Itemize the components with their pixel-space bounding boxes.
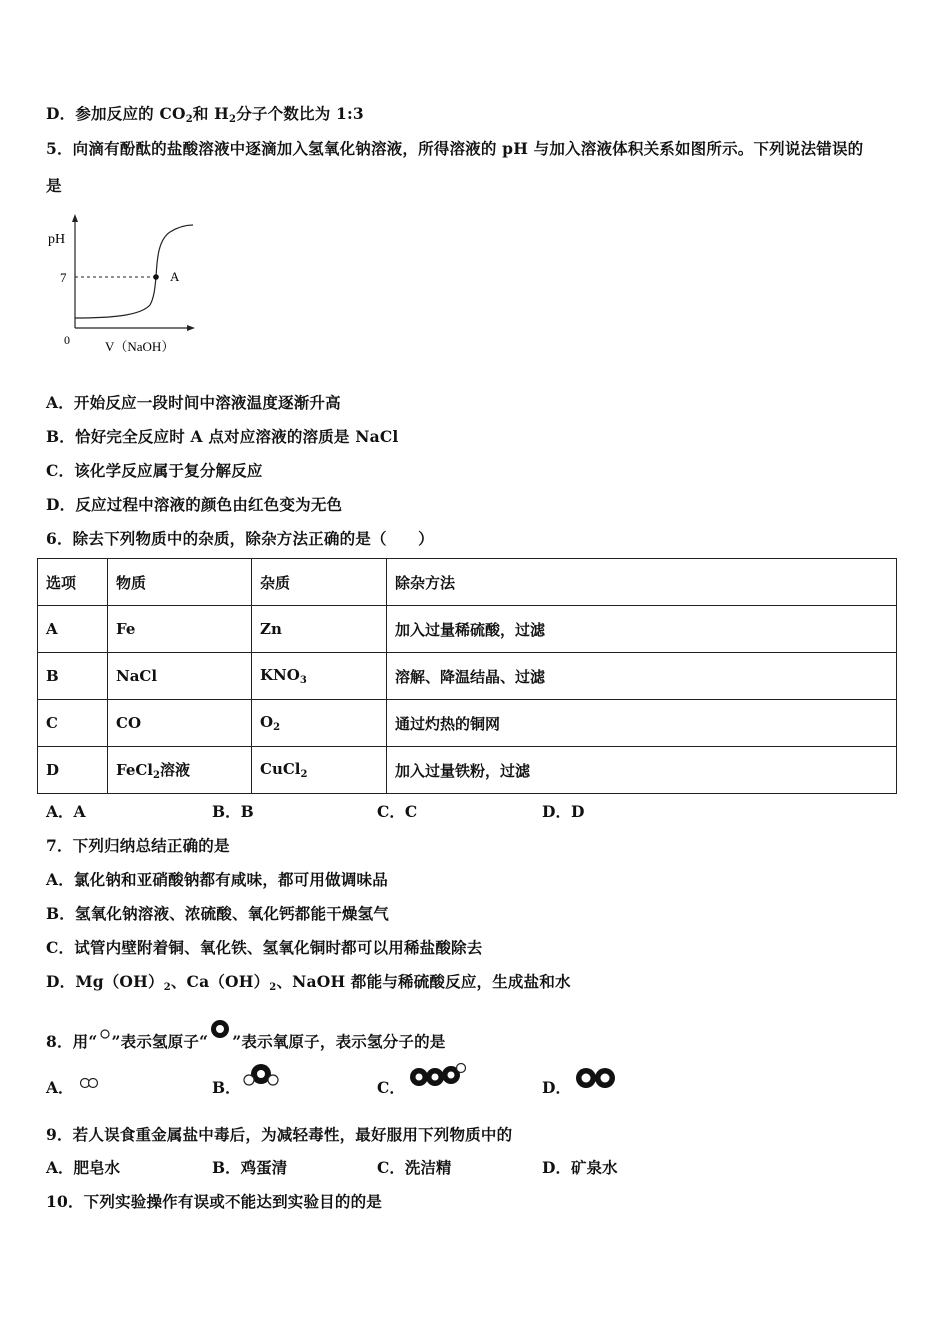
row-b-substance: NaCl — [108, 653, 252, 700]
x-axis-arrow — [187, 325, 195, 331]
q8-stem — [46, 1017, 445, 1052]
q8-text-1: 8．用“ — [46, 1032, 98, 1051]
row-c-impurity-text: O — [260, 713, 274, 731]
y-axis-label: pH — [48, 232, 66, 247]
q8-option-d-label: D． — [542, 1078, 571, 1097]
q4-d-sub-1: 2 — [185, 114, 193, 125]
hydrogen-atom-icon — [98, 1027, 112, 1041]
q9-option-b: B．鸡蛋清 — [212, 1158, 288, 1177]
y-tick-7: 7 — [60, 270, 67, 285]
row-c-method: 通过灼热的铜网 — [387, 700, 897, 747]
q7-option-c: C．试管内壁附着铜、氧化铁、氢氧化铜时都可以用稀盐酸除去 — [46, 938, 483, 957]
y-axis-arrow — [72, 214, 78, 222]
table-row — [38, 747, 897, 794]
row-a-option: A — [38, 606, 108, 653]
header-substance: 物质 — [108, 559, 252, 606]
q6-table — [37, 558, 897, 794]
q4-d-text-2: 和 H — [192, 104, 230, 123]
row-b-impurity — [252, 653, 387, 700]
table-row — [38, 606, 897, 653]
row-b-option: B — [38, 653, 108, 700]
row-b-impurity-text: KNO — [260, 666, 300, 684]
point-a-marker — [153, 274, 159, 280]
q8-text-2: ”表示氢原子“ — [111, 1032, 209, 1051]
q9-option-c: C．洗洁精 — [377, 1158, 452, 1177]
q4-d-sub-2: 2 — [229, 114, 237, 125]
q7-d-sub-2: 2 — [269, 982, 277, 993]
row-d-impurity-text: CuCl — [260, 760, 301, 778]
row-d-impurity-sub: 2 — [300, 769, 308, 780]
q4-option-d — [46, 102, 364, 125]
row-a-impurity — [252, 606, 387, 653]
q7-d-sub-1: 2 — [163, 982, 171, 993]
row-c-option: C — [38, 700, 108, 747]
q9-option-d: D．矿泉水 — [542, 1158, 618, 1177]
q7-d-text-1: D．Mg（OH） — [46, 972, 164, 991]
q7-option-d — [46, 970, 571, 993]
row-c-impurity — [252, 700, 387, 747]
row-b-impurity-sub: 3 — [299, 675, 307, 686]
q6-answer-c: C．C — [377, 802, 418, 821]
q5-stem-line-2: 是 — [46, 176, 62, 195]
oxygen-molecule-icon — [574, 1066, 618, 1090]
row-a-impurity-text: Zn — [260, 620, 282, 638]
q10-stem: 10．下列实验操作有误或不能达到实验目的的是 — [46, 1192, 382, 1211]
ph-curve-graph — [40, 210, 210, 360]
row-d-substance-text: FeCl — [116, 761, 154, 779]
row-d-substance-suffix: 溶液 — [159, 761, 190, 779]
q7-d-text-2: 、Ca（OH） — [170, 972, 270, 991]
q5-option-c: C．该化学反应属于复分解反应 — [46, 461, 263, 480]
q7-option-b: B．氢氧化钠溶液、浓硫酸、氧化钙都能干燥氢气 — [46, 904, 390, 923]
row-d-method: 加入过量铁粉，过滤 — [387, 747, 897, 794]
q8-text-3: ”表示氧原子，表示氢分子的是 — [232, 1032, 446, 1051]
q7-d-text-3: 、NaOH 都能与稀硫酸反应，生成盐和水 — [276, 972, 571, 991]
q4-d-text-1: D．参加反应的 CO — [46, 104, 186, 123]
origin-label: 0 — [64, 333, 70, 347]
q6-answer-b: B．B — [212, 802, 254, 821]
row-b-method: 溶解、降温结晶、过滤 — [387, 653, 897, 700]
two-hydrogen-atoms-icon — [78, 1076, 102, 1090]
q8-option-c-label: C． — [377, 1078, 405, 1097]
table-row — [38, 700, 897, 747]
q5-option-b: B．恰好完全反应时 A 点对应溶液的溶质是 NaCl — [46, 427, 399, 446]
water-molecule-icon — [242, 1062, 280, 1088]
row-d-impurity — [252, 747, 387, 794]
oxygen-atom-icon — [208, 1017, 232, 1041]
row-c-impurity-sub: 2 — [273, 722, 281, 733]
q7-stem: 7．下列归纳总结正确的是 — [46, 836, 230, 855]
table-header-row — [38, 559, 897, 606]
q4-d-text-3: 分子个数比为 1:3 — [236, 104, 364, 123]
q9-option-a: A．肥皂水 — [46, 1158, 121, 1177]
q6-answer-d: D．D — [542, 802, 585, 821]
q8-option-a-label: A． — [46, 1078, 74, 1097]
x-axis-label: V（NaOH） — [105, 339, 175, 354]
header-impurity: 杂质 — [252, 559, 387, 606]
row-a-method: 加入过量稀硫酸，过滤 — [387, 606, 897, 653]
row-a-substance: Fe — [108, 606, 252, 653]
row-d-option: D — [38, 747, 108, 794]
header-method: 除杂方法 — [387, 559, 897, 606]
table-row — [38, 653, 897, 700]
point-a-label: A — [170, 269, 180, 284]
header-option: 选项 — [38, 559, 108, 606]
row-d-substance — [108, 747, 252, 794]
q5-option-d: D．反应过程中溶液的颜色由红色变为无色 — [46, 495, 343, 514]
q6-answer-a: A．A — [46, 802, 86, 821]
row-c-substance: CO — [108, 700, 252, 747]
q8-option-b-label: B． — [212, 1078, 241, 1097]
q5-stem-line-1: 5．向滴有酚酞的盐酸溶液中逐滴加入氢氧化钠溶液，所得溶液的 pH 与加入溶液体积关系如图所示。下列说法错误的 — [46, 139, 864, 158]
q5-option-a: A．开始反应一段时间中溶液温度逐渐升高 — [46, 393, 341, 412]
q6-stem: 6．除去下列物质中的杂质，除杂方法正确的是（ ） — [46, 529, 434, 548]
row-d-substance-sub: 2 — [153, 770, 160, 781]
three-atom-molecule-icon — [408, 1062, 468, 1088]
q9-stem: 9．若人误食重金属盐中毒后，为减轻毒性，最好服用下列物质中的 — [46, 1125, 513, 1144]
q7-option-a: A．氯化钠和亚硝酸钠都有咸味，都可用做调味品 — [46, 870, 388, 889]
